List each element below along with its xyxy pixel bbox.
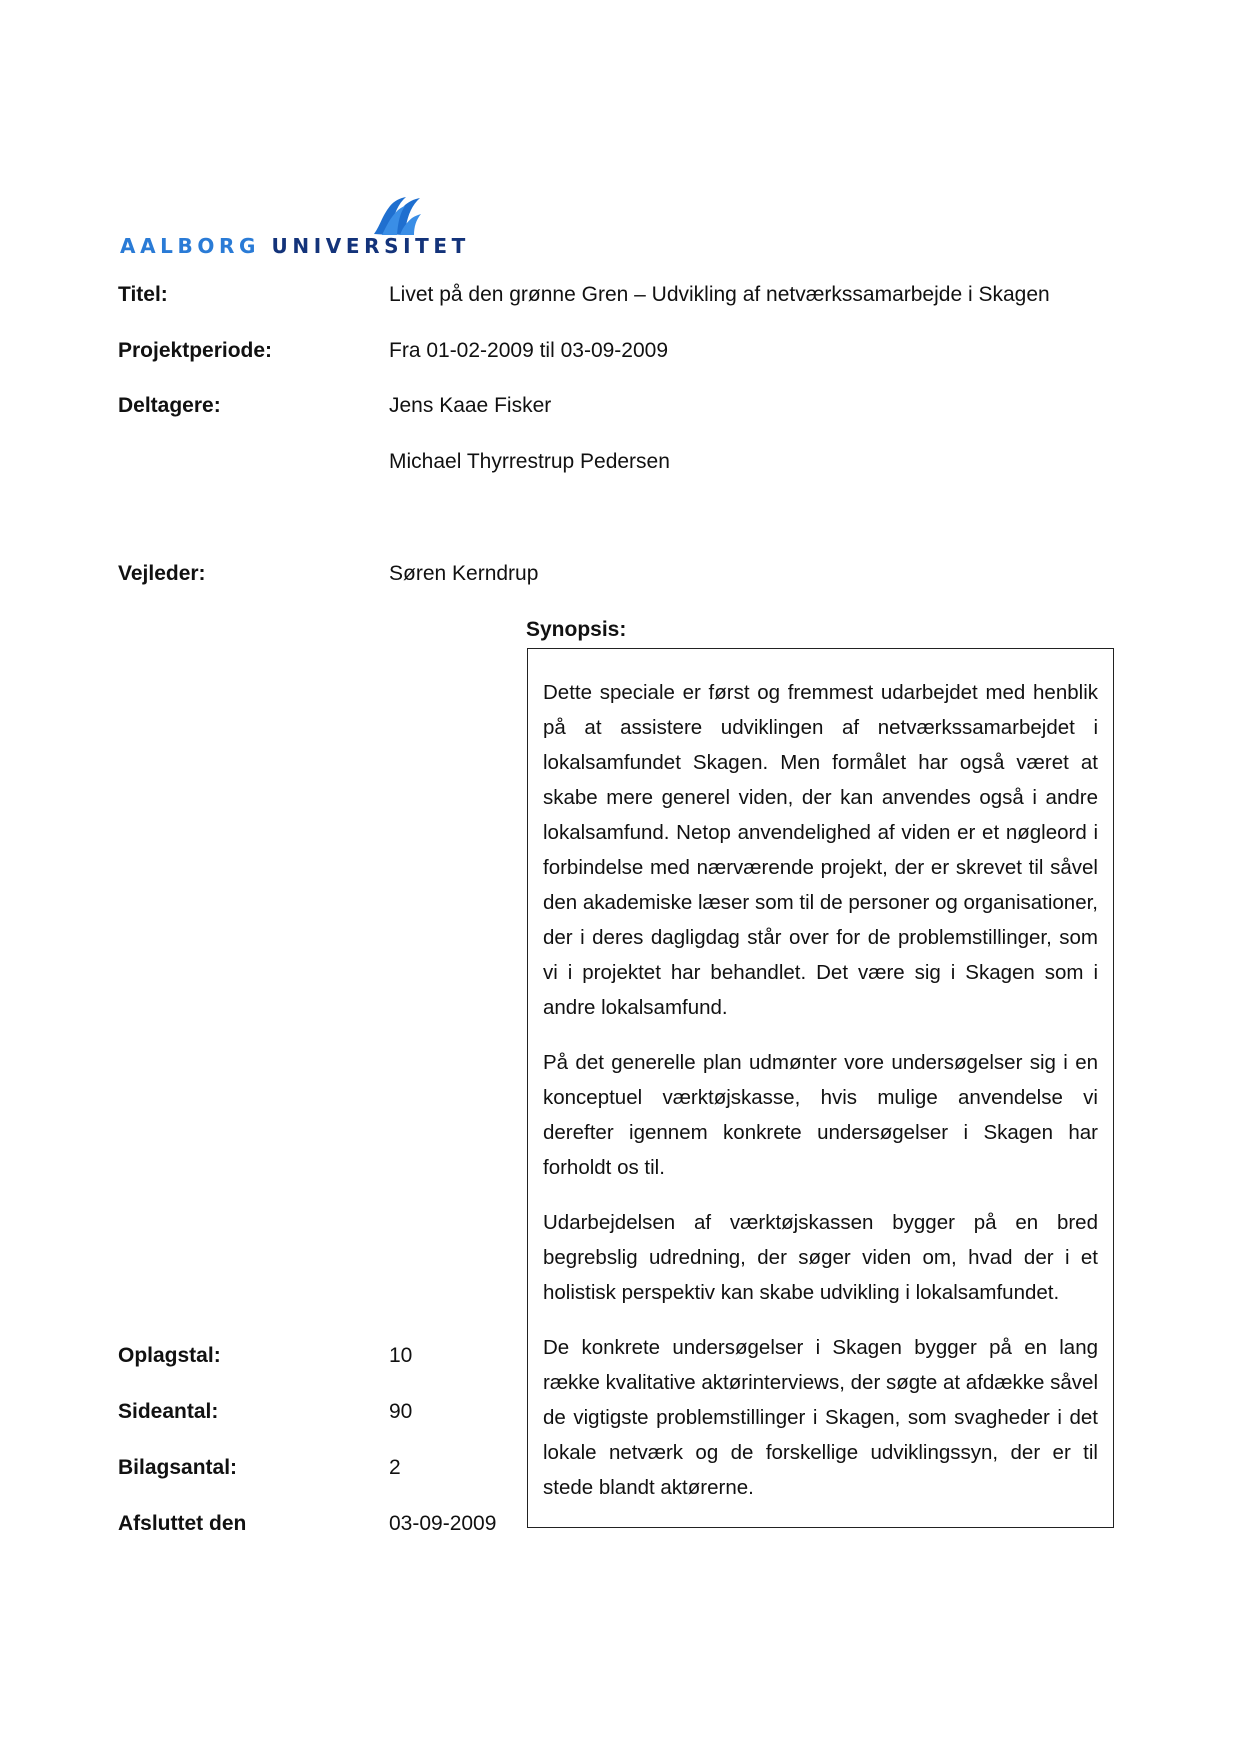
- supervisor-label: Vejleder:: [118, 562, 206, 585]
- synopsis-heading: Synopsis:: [526, 618, 627, 641]
- synopsis-box: [527, 648, 1114, 1528]
- title-value: Livet på den grønne Gren – Udvikling af netværkssamarbejde i Skagen: [389, 283, 1050, 306]
- synopsis-text: [543, 675, 1098, 1525]
- page-count-label: Sideantal:: [118, 1400, 219, 1423]
- print-run-value: 10: [389, 1344, 413, 1367]
- supervisor-value: Søren Kerndrup: [389, 562, 539, 585]
- synopsis-paragraph-2: På det generelle plan udmønter vore undersøgelser sig i en konceptuel værktøjskasse, hvis mulige anvendelse vi derefter igennem konkrete undersøgelser i Skagen har forholdt os til.: [543, 1051, 1098, 1179]
- participant-1: Jens Kaae Fisker: [389, 394, 552, 417]
- appendix-count-label: Bilagsantal:: [118, 1456, 238, 1479]
- university-name-part2: UNIVERSITET: [271, 234, 470, 258]
- appendix-count-value: 2: [389, 1456, 401, 1479]
- page-count-value: 90: [389, 1400, 413, 1423]
- aau-wave-emblem-icon: [370, 196, 422, 236]
- period-label: Projektperiode:: [118, 339, 273, 362]
- completed-label: Afsluttet den: [118, 1512, 247, 1535]
- university-logo: [118, 196, 468, 258]
- print-run-label: Oplagstal:: [118, 1344, 221, 1367]
- synopsis-paragraph-1: Dette speciale er først og fremmest udarbejdet med henblik på at assistere udviklingen af netværkssamarbejdet i lokalsamfundet Skagen. Men formålet har også været at skabe mere generel viden, der kan anvendes også i andre lokalsamfund. Netop anvendelighed af viden er et nøgleord i forbindelse med nærværende projekt, der er skrevet til såvel den akademiske læser som til de personer og organisationer, der i deres dagligdag står over for de problemstillinger, som vi i projektet har behandlet. Det være sig i Skagen som i andre lokalsamfund.: [543, 681, 1098, 1019]
- university-name: [120, 234, 470, 258]
- title-label: Titel:: [118, 283, 168, 306]
- participants-label: Deltagere:: [118, 394, 221, 417]
- synopsis-paragraph-4: De konkrete undersøgelser i Skagen bygger på en lang række kvalitative aktørinterviews, der søgte at afdække såvel de vigtigste problemstillinger i Skagen, som svagheder i det lokale netværk og de forskellige udviklingssyn, der er til stede blandt aktørerne.: [543, 1336, 1098, 1499]
- synopsis-paragraph-3: Udarbejdelsen af værktøjskassen bygger på en bred begrebslig udredning, der søger viden om, hvad der i et holistisk perspektiv kan skabe udvikling i lokalsamfundet.: [543, 1211, 1098, 1304]
- participant-2: Michael Thyrrestrup Pedersen: [389, 450, 670, 473]
- completed-value: 03-09-2009: [389, 1512, 497, 1535]
- university-name-part1: AALBORG: [120, 234, 272, 258]
- period-value: Fra 01-02-2009 til 03-09-2009: [389, 339, 669, 362]
